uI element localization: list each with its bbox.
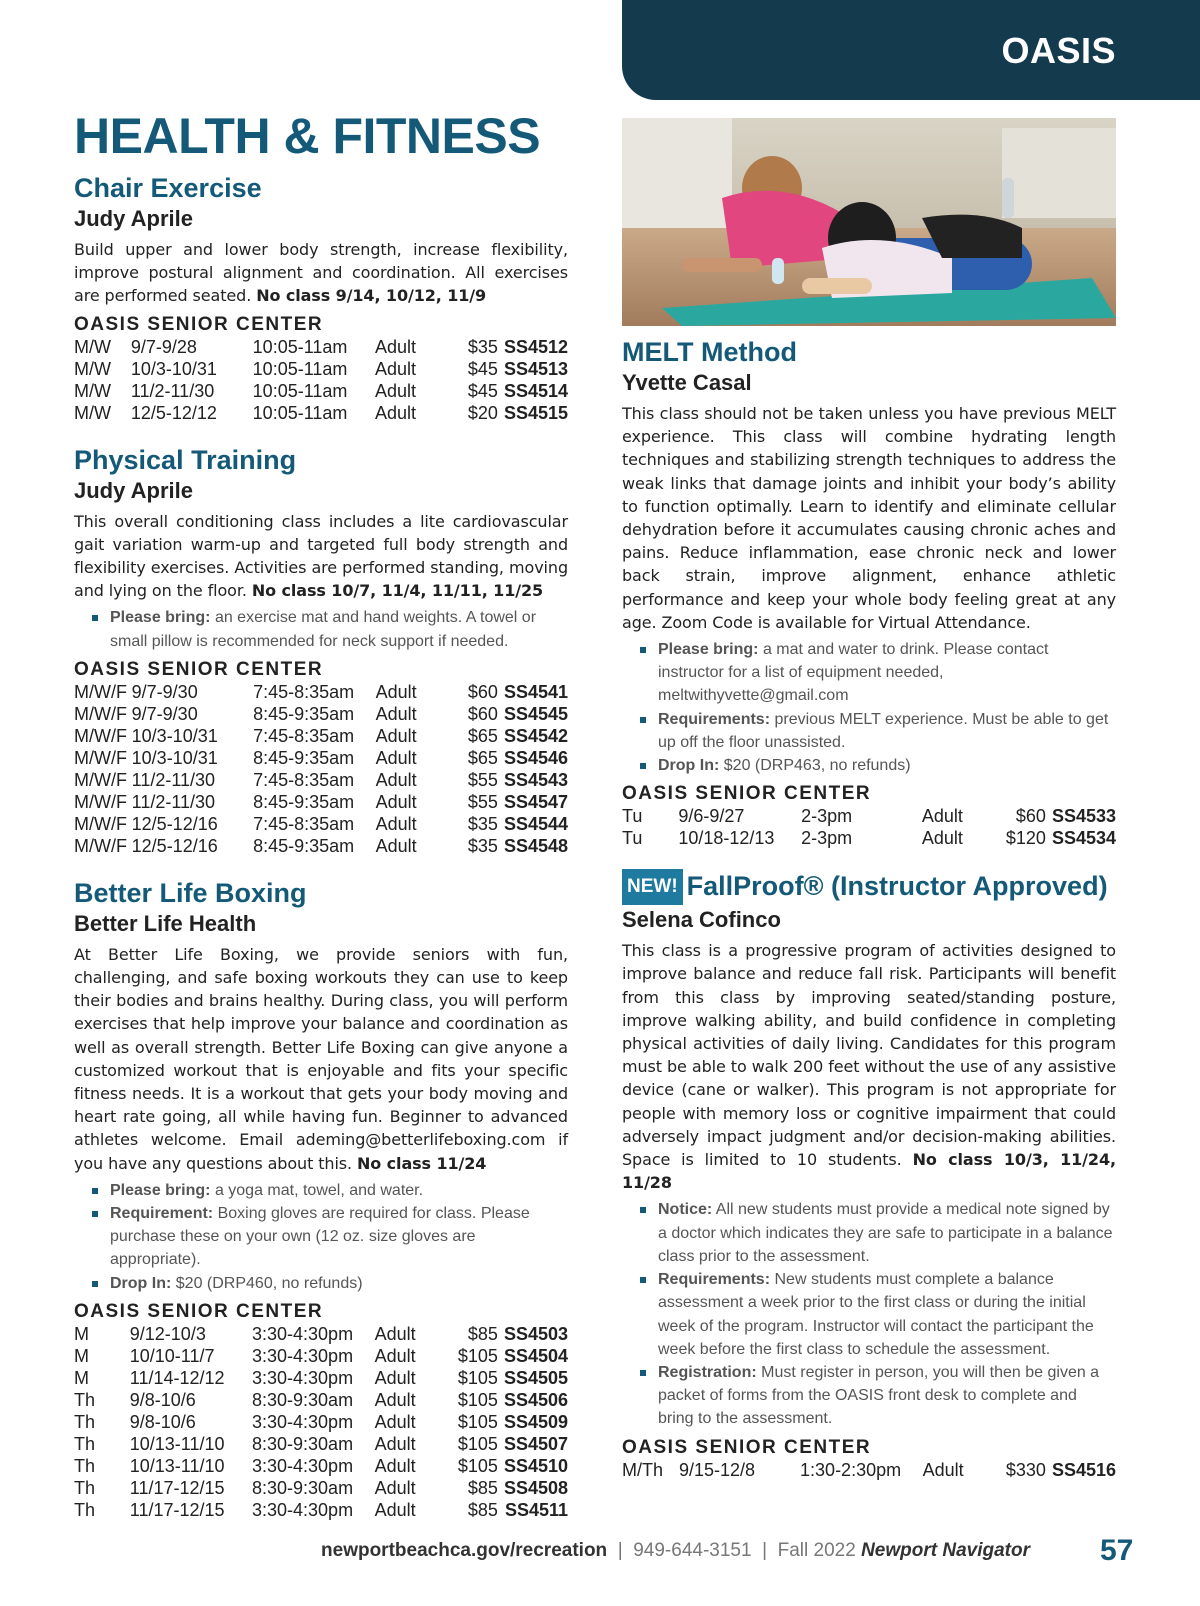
schedule-dates: 11/17-12/15 xyxy=(129,1477,225,1498)
class-description xyxy=(74,943,568,1175)
location-heading: OASIS SENIOR CENTER xyxy=(74,313,324,335)
footer-url[interactable]: newportbeachca.gov/recreation xyxy=(321,1540,608,1561)
schedule-row xyxy=(622,1459,1116,1481)
schedule-code: SS4542 xyxy=(503,725,568,746)
schedule-row xyxy=(622,805,1116,827)
class-title xyxy=(74,877,568,909)
schedule-price: $105 xyxy=(457,1345,498,1366)
schedule-days: Tu xyxy=(622,828,643,849)
note-text: $20 (DRP460, no refunds) xyxy=(175,1274,363,1292)
schedule-table xyxy=(622,1459,1116,1481)
schedule-age: Adult xyxy=(922,1459,964,1480)
schedule-time: 10:05-11am xyxy=(252,402,348,423)
schedule-code: SS4508 xyxy=(503,1477,568,1498)
schedule-code: SS4506 xyxy=(503,1389,568,1410)
note-text: New students must complete a balance assessment a week prior to the first class or during the initial week of the program. Instructor will contact the participant the week before the first class to schedule the assessment. xyxy=(658,1271,1094,1358)
schedule-price: $60 xyxy=(1015,806,1046,827)
note-text: $20 (DRP463, no refunds) xyxy=(723,757,911,775)
bullet-icon xyxy=(640,647,646,653)
schedule-days: M/Th xyxy=(622,1459,664,1480)
bullet-icon xyxy=(92,615,98,621)
instructor-name: Judy Aprile xyxy=(74,206,193,231)
class-block xyxy=(74,877,568,1521)
schedule-time: 3:30-4:30pm xyxy=(252,1455,354,1476)
schedule-days: M/W/F xyxy=(74,813,127,834)
schedule-row xyxy=(74,1455,568,1477)
note-text: a yoga mat, towel, and water. xyxy=(214,1181,424,1199)
schedule-code: SS4548 xyxy=(503,835,568,856)
schedule-row xyxy=(74,1411,568,1433)
schedule-table xyxy=(622,805,1116,849)
schedule-row xyxy=(74,747,568,769)
schedule-price: $35 xyxy=(467,336,498,357)
schedule-code: SS4544 xyxy=(503,813,568,834)
bullet-icon xyxy=(92,1281,98,1287)
bullet-icon xyxy=(92,1188,98,1194)
note-text: Boxing gloves are required for class. Please purchase these on your own (12 oz. size gloves are appropriate). xyxy=(110,1205,530,1269)
schedule-age: Adult xyxy=(375,835,417,856)
schedule-days: M/W/F xyxy=(74,791,127,812)
schedule-code: SS4534 xyxy=(1051,828,1116,849)
schedule-time: 7:45-8:35am xyxy=(253,725,355,746)
schedule-code: SS4541 xyxy=(503,681,568,702)
bullet-icon xyxy=(640,1277,646,1283)
schedule-age: Adult xyxy=(374,1345,416,1366)
schedule-row xyxy=(74,336,568,358)
schedule-days: M xyxy=(74,1323,89,1344)
description-text: Build upper and lower body strength, increase flexibility, improve postural alignment and coordination. All exercises are performed seated. xyxy=(74,240,568,306)
schedule-age: Adult xyxy=(374,1367,416,1388)
schedule-code: SS4505 xyxy=(503,1367,568,1388)
note-text: Must register in person, you will then be given a packet of forms from the OASIS front desk to complete and bring to the assessment. xyxy=(658,1363,1100,1428)
schedule-time: 2-3pm xyxy=(801,806,853,827)
schedule-table xyxy=(74,681,568,857)
class-block xyxy=(74,172,568,424)
schedule-row xyxy=(74,725,568,747)
note-item xyxy=(110,1272,568,1295)
schedule-code: SS4515 xyxy=(503,402,568,423)
note-item xyxy=(110,606,568,652)
schedule-table xyxy=(74,336,568,424)
schedule-age: Adult xyxy=(375,336,417,357)
note-text: All new students must provide a medical note signed by a doctor which indicates they are safe to participate in a balance class prior to the assessment. xyxy=(658,1201,1113,1265)
note-item xyxy=(658,708,1116,754)
no-class-dates: No class 11/24 xyxy=(357,1153,487,1173)
schedule-row xyxy=(74,813,568,835)
schedule-time: 8:45-9:35am xyxy=(253,747,355,768)
class-title-text: Chair Exercise xyxy=(74,173,262,203)
note-label: Please bring: xyxy=(658,641,759,659)
section-tab xyxy=(622,0,1200,100)
schedule-code: SS4512 xyxy=(503,336,568,357)
page-footer xyxy=(0,1536,1200,1566)
schedule-code: SS4546 xyxy=(503,747,568,768)
schedule-dates: 11/17-12/15 xyxy=(129,1499,225,1520)
schedule-row xyxy=(74,402,568,424)
note-item xyxy=(110,1202,568,1272)
page-number: 57 xyxy=(1100,1534,1134,1567)
class-title-text: FallProof® (Instructor Approved) xyxy=(686,871,1108,902)
schedule-days: M/W xyxy=(74,336,111,357)
note-item xyxy=(658,1361,1116,1431)
schedule-time: 8:45-9:35am xyxy=(253,703,355,724)
schedule-dates: 9/15-12/8 xyxy=(678,1459,756,1480)
note-text: an exercise mat and hand weights. A towel or small pillow is recommended for neck support if needed. xyxy=(110,609,537,650)
note-label: Registration: xyxy=(658,1363,757,1381)
note-text: previous MELT experience. Must be able to get up off the floor unassisted. xyxy=(658,710,1109,751)
schedule-age: Adult xyxy=(375,703,417,724)
description-text: This overall conditioning class includes a lite cardiovascular gait variation warm-up and targeted full body strength and flexibility exercises. Activities are performed standing, moving and lying on the floor. xyxy=(74,511,568,601)
schedule-time: 10:05-11am xyxy=(252,336,348,357)
schedule-age: Adult xyxy=(375,402,417,423)
schedule-row xyxy=(74,769,568,791)
schedule-days: Tu xyxy=(622,806,643,827)
spacer xyxy=(74,857,568,877)
schedule-time: 8:30-9:30am xyxy=(252,1433,354,1454)
schedule-price: $35 xyxy=(467,813,498,834)
footer-phone: 949-644-3151 xyxy=(633,1540,752,1561)
schedule-days: M/W/F xyxy=(74,747,127,768)
description-text: At Better Life Boxing, we provide seniors with fun, challenging, and safe boxing workouts they can use to keep their bodies and brains healthy. During class, you will perform exercises that help improve your balance and coordination as well as overall strength. Better Life Boxing can give anyone a customized workout that is enjoyable and fits your specific fitness needs. It is a workout that gets your body moving and heart rate going, all while having fun. Beginner to advanced athletes welcome. Email ademing@betterlifeboxing.com if you have any questions about this. xyxy=(74,944,568,1173)
schedule-table xyxy=(74,1323,568,1521)
schedule-age: Adult xyxy=(921,806,963,827)
schedule-dates: 9/7-9/30 xyxy=(131,703,198,724)
note-label: Please bring: xyxy=(110,609,211,627)
schedule-row xyxy=(74,1477,568,1499)
schedule-price: $45 xyxy=(467,358,498,379)
schedule-code: SS4507 xyxy=(503,1433,568,1454)
location-heading: OASIS SENIOR CENTER xyxy=(74,658,324,680)
schedule-age: Adult xyxy=(374,1499,416,1520)
spacer xyxy=(622,849,1116,869)
schedule-row xyxy=(74,1499,568,1521)
schedule-time: 3:30-4:30pm xyxy=(252,1367,354,1388)
schedule-days: M/W xyxy=(74,380,111,401)
schedule-age: Adult xyxy=(375,747,417,768)
class-title xyxy=(74,444,568,476)
schedule-age: Adult xyxy=(374,1455,416,1476)
instructor-name: Selena Cofinco xyxy=(622,907,781,933)
schedule-row xyxy=(74,380,568,402)
schedule-time: 3:30-4:30pm xyxy=(252,1345,354,1366)
class-block xyxy=(622,869,1116,1480)
note-item xyxy=(658,1268,1116,1361)
schedule-age: Adult xyxy=(374,1323,416,1344)
class-title xyxy=(622,869,1116,905)
schedule-row xyxy=(74,1389,568,1411)
schedule-days: M xyxy=(74,1367,89,1388)
schedule-age: Adult xyxy=(375,813,417,834)
schedule-price: $85 xyxy=(467,1477,498,1498)
class-description xyxy=(622,402,1116,634)
schedule-code: SS4509 xyxy=(503,1411,568,1432)
schedule-age: Adult xyxy=(374,1477,416,1498)
note-label: Notice: xyxy=(658,1201,713,1219)
schedule-days: M/W xyxy=(74,402,111,423)
fitness-photo xyxy=(622,118,1116,326)
schedule-time: 7:45-8:35am xyxy=(253,813,355,834)
footer-publication: Newport Navigator xyxy=(861,1540,1030,1561)
schedule-dates: 10/3-10/31 xyxy=(130,358,217,379)
location-heading: OASIS SENIOR CENTER xyxy=(74,1300,324,1322)
class-block xyxy=(74,444,568,857)
class-description xyxy=(74,510,568,603)
schedule-price: $45 xyxy=(467,380,498,401)
schedule-code: SS4510 xyxy=(503,1455,568,1476)
schedule-dates: 10/13-11/10 xyxy=(129,1455,225,1476)
note-label: Please bring: xyxy=(110,1181,211,1199)
footer-season: Fall 2022 xyxy=(777,1540,856,1561)
note-label: Requirement: xyxy=(110,1205,214,1223)
class-description xyxy=(74,238,568,308)
schedule-row xyxy=(74,1345,568,1367)
schedule-dates: 9/7-9/30 xyxy=(131,681,198,702)
spacer xyxy=(74,424,568,444)
schedule-dates: 10/18-12/13 xyxy=(678,828,775,849)
schedule-time: 8:45-9:35am xyxy=(253,791,355,812)
schedule-time: 10:05-11am xyxy=(252,380,348,401)
schedule-days: M xyxy=(74,1345,89,1366)
notes-list xyxy=(74,1179,568,1295)
schedule-code: SS4545 xyxy=(503,703,568,724)
schedule-row xyxy=(74,835,568,857)
schedule-row xyxy=(74,681,568,703)
note-item xyxy=(658,1198,1116,1268)
note-label: Requirements: xyxy=(658,710,771,728)
new-badge: NEW! xyxy=(622,869,683,905)
schedule-time: 2-3pm xyxy=(801,828,853,849)
no-class-dates: No class 9/14, 10/12, 11/9 xyxy=(256,286,487,306)
schedule-price: $85 xyxy=(467,1323,498,1344)
location-heading: OASIS SENIOR CENTER xyxy=(622,1436,872,1458)
schedule-price: $330 xyxy=(1005,1459,1046,1480)
description-text: This class should not be taken unless you have previous MELT experience. This class will combine hydrating length techniques and stabilizing strength techniques to address the weak links that damage joints and inhibit your body’s ability to function optimally. Learn to identify and eliminate cellular dehydration before it accumulates causing chronic aches and pains. Reduce inflammation, ease chronic neck and lower back strain, improve alignment, enhance athletic performance and keep your whole body feeling great at any age. Zoom Code is available for Virtual Attendance. xyxy=(622,404,1116,632)
bullet-icon xyxy=(92,1211,98,1217)
schedule-time: 3:30-4:30pm xyxy=(252,1499,354,1520)
schedule-age: Adult xyxy=(374,1433,416,1454)
schedule-dates: 9/8-10/6 xyxy=(129,1411,196,1432)
schedule-dates: 11/2-11/30 xyxy=(131,769,216,790)
schedule-code: SS4547 xyxy=(503,791,568,812)
instructor-name: Better Life Health xyxy=(74,910,257,936)
schedule-code: SS4503 xyxy=(503,1323,568,1344)
schedule-days: Th xyxy=(74,1411,96,1432)
bullet-icon xyxy=(640,1370,646,1376)
schedule-dates: 9/6-9/27 xyxy=(678,806,745,827)
schedule-price: $85 xyxy=(467,1499,498,1520)
schedule-days: M/W/F xyxy=(74,681,127,702)
schedule-dates: 12/5-12/12 xyxy=(130,402,217,423)
note-item xyxy=(658,754,1116,777)
schedule-price: $60 xyxy=(467,703,498,724)
schedule-age: Adult xyxy=(375,380,417,401)
note-item xyxy=(658,638,1116,708)
schedule-price: $65 xyxy=(467,747,498,768)
bullet-icon xyxy=(640,717,646,723)
description-text: This class is a progressive program of activities designed to improve balance and reduce fall risk. Participants will benefit from this class by improving seated/standing posture, improve walking ability, and build confidence in completing physical activities of daily living. Candidates for this program must be able to walk 200 feet without the use of any assistive device (cane or walker). This program is not appropriate for people with memory loss or cognitive impairment that could adversely impact judgment and/or decision-making abilities. Space is limited to 10 students. xyxy=(622,941,1116,1170)
schedule-code: SS4511 xyxy=(504,1499,568,1520)
schedule-code: SS4513 xyxy=(503,358,568,379)
schedule-price: $55 xyxy=(467,769,498,790)
schedule-dates: 10/3-10/31 xyxy=(131,747,218,768)
note-label: Requirements: xyxy=(658,1271,771,1289)
note-label: Drop In: xyxy=(658,757,720,775)
schedule-price: $65 xyxy=(467,725,498,746)
schedule-days: M/W/F xyxy=(74,835,127,856)
schedule-dates: 12/5-12/16 xyxy=(131,835,218,856)
class-title-text: Physical Training xyxy=(74,444,297,475)
no-class-dates: No class 10/7, 11/4, 11/11, 11/25 xyxy=(251,581,544,601)
instructor-name: Judy Aprile xyxy=(74,477,193,503)
schedule-age: Adult xyxy=(374,1411,416,1432)
schedule-age: Adult xyxy=(375,791,417,812)
note-item xyxy=(110,1179,568,1202)
schedule-days: Th xyxy=(74,1499,96,1520)
schedule-dates: 11/14-12/12 xyxy=(129,1367,225,1388)
schedule-code: SS4504 xyxy=(503,1345,568,1366)
class-title xyxy=(622,336,1116,368)
schedule-price: $35 xyxy=(467,835,498,856)
schedule-row xyxy=(74,703,568,725)
schedule-days: M/W/F xyxy=(74,769,127,790)
tab-label: OASIS xyxy=(1001,30,1116,71)
schedule-row xyxy=(74,1367,568,1389)
schedule-price: $55 xyxy=(467,791,498,812)
schedule-price: $105 xyxy=(457,1411,498,1432)
class-description xyxy=(622,939,1116,1194)
schedule-price: $105 xyxy=(457,1389,498,1410)
schedule-row xyxy=(622,827,1116,849)
left-column xyxy=(74,108,568,1521)
schedule-time: 8:30-9:30am xyxy=(252,1477,354,1498)
schedule-time: 3:30-4:30pm xyxy=(252,1411,354,1432)
schedule-days: M/W/F xyxy=(74,703,127,724)
right-column xyxy=(622,118,1116,1481)
note-text: a mat and water to drink. Please contact instructor for a list of equipment needed, meltwithyvette@gmail.com xyxy=(658,641,1049,705)
instructor-name: Yvette Casal xyxy=(622,370,752,395)
schedule-time: 10:05-11am xyxy=(252,358,348,379)
schedule-dates: 10/13-11/10 xyxy=(129,1433,225,1454)
schedule-time: 8:45-9:35am xyxy=(253,835,355,856)
schedule-row xyxy=(74,358,568,380)
schedule-time: 3:30-4:30pm xyxy=(252,1323,354,1344)
class-title xyxy=(74,172,568,204)
schedule-time: 8:30-9:30am xyxy=(252,1389,354,1410)
schedule-age: Adult xyxy=(375,769,417,790)
schedule-price: $60 xyxy=(467,681,498,702)
schedule-price: $120 xyxy=(1005,828,1046,849)
schedule-age: Adult xyxy=(375,358,417,379)
schedule-price: $105 xyxy=(457,1433,498,1454)
schedule-price: $20 xyxy=(467,402,498,423)
schedule-dates: 10/3-10/31 xyxy=(131,725,218,746)
schedule-days: Th xyxy=(74,1477,96,1498)
no-class-dates: No class 10/3, 11/24, 11/28 xyxy=(622,1150,1116,1193)
schedule-age: Adult xyxy=(921,828,963,849)
schedule-days: Th xyxy=(74,1455,96,1476)
left-class-list xyxy=(74,172,568,1521)
schedule-age: Adult xyxy=(374,1389,416,1410)
section-title: HEALTH & FITNESS xyxy=(74,108,541,164)
schedule-price: $105 xyxy=(457,1455,498,1476)
schedule-time: 7:45-8:35am xyxy=(253,769,355,790)
schedule-code: SS4543 xyxy=(503,769,568,790)
schedule-dates: 10/10-11/7 xyxy=(129,1345,215,1366)
schedule-time: 7:45-8:35am xyxy=(253,681,355,702)
schedule-dates: 12/5-12/16 xyxy=(131,813,218,834)
schedule-dates: 9/8-10/6 xyxy=(129,1389,196,1410)
schedule-days: Th xyxy=(74,1389,96,1410)
class-title-text: Better Life Boxing xyxy=(74,877,307,908)
schedule-days: M/W/F xyxy=(74,725,127,746)
schedule-code: SS4514 xyxy=(503,380,568,401)
notes-list xyxy=(74,606,568,652)
schedule-code: SS4516 xyxy=(1051,1459,1116,1480)
class-block xyxy=(622,336,1116,849)
schedule-dates: 11/2-11/30 xyxy=(131,791,216,812)
schedule-row xyxy=(74,1433,568,1455)
schedule-days: Th xyxy=(74,1433,96,1454)
notes-list xyxy=(622,1198,1116,1430)
bullet-icon xyxy=(640,1207,646,1213)
location-heading: OASIS SENIOR CENTER xyxy=(622,783,872,805)
bullet-icon xyxy=(640,763,646,769)
right-class-list xyxy=(622,336,1116,1481)
schedule-days: M/W xyxy=(74,358,111,379)
schedule-age: Adult xyxy=(375,681,417,702)
schedule-code: SS4533 xyxy=(1051,806,1116,827)
schedule-time: 1:30-2:30pm xyxy=(800,1459,902,1480)
schedule-row xyxy=(74,1323,568,1345)
schedule-row xyxy=(74,791,568,813)
schedule-price: $105 xyxy=(457,1367,498,1388)
notes-list xyxy=(622,638,1116,777)
schedule-dates: 9/7-9/28 xyxy=(130,336,197,357)
class-title-text: MELT Method xyxy=(622,337,797,367)
schedule-age: Adult xyxy=(375,725,417,746)
schedule-dates: 11/2-11/30 xyxy=(130,380,215,401)
schedule-dates: 9/12-10/3 xyxy=(129,1323,206,1344)
note-label: Drop In: xyxy=(110,1274,172,1292)
footer-text: newportbeachca.gov/recreation | 949-644-3151 | Fall 2022 Newport Navigator xyxy=(321,1540,1030,1561)
